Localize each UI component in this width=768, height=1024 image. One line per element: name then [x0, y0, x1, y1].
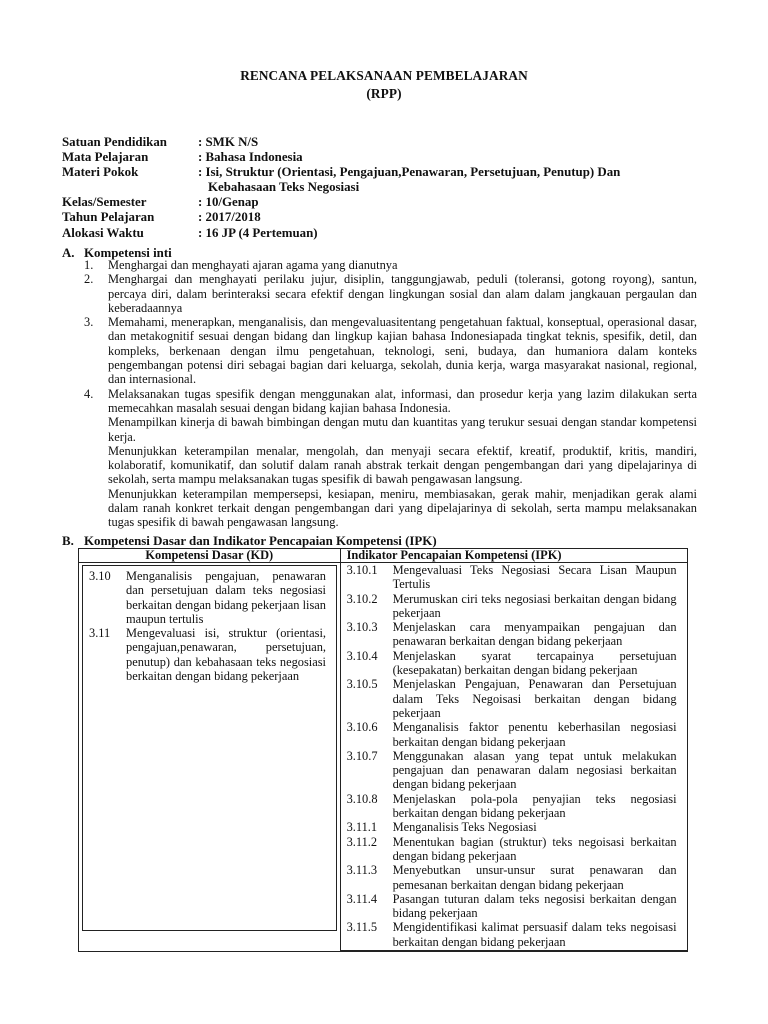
identity-value: : Isi, Struktur (Orientasi, Pengajuan,Penawaran, Persetujuan, Penutup) Dan: [198, 165, 621, 180]
identity-row: [62, 195, 668, 210]
ipk-item: [347, 892, 684, 921]
identity-label: Materi Pokok: [62, 165, 139, 180]
list-item-text: Melaksanakan tugas spesifik dengan menggunakan alat, informasi, dan prosedur kerja yang lazim dilakukan serta memecahkan masalah sesuai dengan bidang kajian bahasa Indonesia.: [108, 386, 697, 415]
document-title: RENCANA PELAKSANAAN PEMBELAJARAN: [240, 68, 528, 83]
list-item-text: Menghargai dan menghayati ajaran agama yang dianutnya: [108, 258, 398, 272]
identity-block: [62, 135, 668, 241]
identity-value-continuation: Kebahasaan Teks Negosiasi: [208, 180, 360, 195]
identity-value: : SMK N/S: [198, 135, 259, 149]
ipk-text: Pasangan tuturan dalam teks negosisi berkaitan dengan bidang pekerjaan: [392, 891, 677, 921]
identity-label: Satuan Pendidikan: [62, 135, 167, 149]
identity-value: : 10/Genap: [198, 195, 259, 210]
ipk-item: [347, 649, 684, 678]
ipk-list: [341, 563, 687, 951]
paragraph: Menunjukkan keterampilan menalar, mengolah, dan menyaji secara efektif, kreatif, produktif, kritis, mandiri, kolaboratif, komunikatif, dan solutif dalam ranah abstrak terkait dengan pengembangan dari yang dipelajarinya di sekolah, serta mampu melaksanakan tugas spesifik di bawah pengawasan langsung.: [108, 443, 697, 487]
ipk-number: 3.11.5: [346, 920, 378, 935]
ipk-item: [347, 592, 684, 621]
ipk-item: [347, 563, 684, 592]
ipk-item: [347, 792, 684, 821]
ipk-number: 3.11.4: [346, 891, 378, 906]
ipk-number: 3.11.3: [346, 863, 378, 878]
ipk-text: Menjelaskan syarat tercapainya persetujuan (kesepakatan) berkaitan dengan bidang pekerjaan: [392, 648, 677, 678]
list-item: [84, 315, 697, 386]
identity-row: [62, 135, 668, 150]
identity-value-block: [198, 165, 668, 195]
identity-label: Kelas/Semester: [62, 195, 147, 210]
ipk-number: 3.10.7: [346, 748, 378, 763]
ipk-cell: [340, 563, 687, 952]
ipk-text: Menyebutkan unsur-unsur surat penawaran dan pemesanan berkaitan dengan bidang pekerjaan: [392, 863, 677, 892]
list-item-number: 4.: [84, 386, 94, 401]
kd-cell: [79, 563, 341, 952]
ipk-text: Mengidentifikasi kalimat persuasif dalam teks negoisasi berkaitan dengan bidang pekerjaan: [392, 920, 677, 949]
identity-label: Alokasi Waktu: [62, 225, 144, 240]
identity-row: [62, 150, 668, 165]
kd-text: Mengevaluasi isi, struktur (orientasi, pengajuan,penawaran, persetujuan, penutup) dan kebahasaan teks negosiasi berkaitan dengan bidang pekerjaan: [126, 626, 326, 684]
ipk-text: Merumuskan ciri teks negosiasi berkaitan dengan bidang pekerjaan: [392, 591, 677, 620]
ipk-item: [347, 620, 684, 649]
kd-ipk-table: [78, 548, 688, 952]
ipk-number: 3.10.6: [346, 720, 378, 735]
ipk-item: [347, 749, 684, 792]
kompetensi-inti-list: [84, 258, 697, 530]
section-letter: B.: [62, 534, 74, 548]
ipk-number: 3.10.8: [346, 791, 378, 806]
kd-text: Menganalisis pengajuan, penawaran dan persetujuan dalam teks negosiasi berkaitan dengan bidang pekerjaan lisan maupun tertulis: [126, 569, 326, 626]
list-item-number: 1.: [84, 258, 94, 272]
ipk-text: Menjelaskan Pengajuan, Penawaran dan Persetujuan dalam Teks Negoisasi berkaitan dengan bidang pekerjaan: [392, 677, 677, 720]
kd-number: 3.10: [89, 569, 111, 583]
list-item-number: 3.: [84, 315, 94, 330]
ipk-item: [347, 835, 684, 864]
ipk-number: 3.10.5: [346, 677, 378, 692]
ipk-item: [347, 920, 684, 949]
ipk-number: 3.11.1: [346, 820, 378, 835]
ipk-text: Menentukan bagian (struktur) teks negoisasi berkaitan dengan bidang pekerjaan: [392, 834, 677, 863]
document-subtitle: (RPP): [366, 86, 402, 101]
ipk-item: [347, 677, 684, 720]
section-title: Kompetensi inti: [84, 246, 172, 260]
kd-item: [89, 626, 330, 683]
ipk-item: [347, 820, 684, 834]
ipk-number: 3.11.2: [346, 834, 378, 849]
ipk-text: Menganalisis faktor penentu keberhasilan negosiasi berkaitan dengan bidang pekerjaan: [392, 720, 677, 749]
ipk-item: [347, 863, 684, 892]
kd-box: [82, 565, 337, 931]
list-item: [84, 387, 697, 416]
identity-row: [62, 226, 668, 241]
list-item-number: 2.: [84, 272, 94, 287]
inner-divider: [341, 950, 687, 951]
identity-value: : 16 JP (4 Pertemuan): [198, 225, 318, 240]
identity-value: : 2017/2018: [198, 210, 261, 225]
column-header-ipk: Indikator Pencapaian Kompetensi (IPK): [340, 549, 687, 563]
identity-value: : Bahasa Indonesia: [198, 150, 303, 165]
table-header-row: [79, 549, 688, 563]
paragraph: Menampilkan kinerja di bawah bimbingan dengan mutu dan kuantitas yang terukur sesuai dengan standar kompetensi kerja.: [108, 415, 697, 444]
column-header-kd: Kompetensi Dasar (KD): [79, 549, 341, 563]
section-title: Kompetensi Dasar dan Indikator Pencapaian Kompetensi (IPK): [84, 534, 437, 548]
list-item: [84, 258, 697, 272]
ipk-text: Menjelaskan cara menyampaikan pengajuan dan penawaran berkaitan dengan bidang pekerjaan: [392, 620, 677, 649]
ipk-item: [347, 720, 684, 749]
identity-label: Mata Pelajaran: [62, 150, 149, 165]
ipk-number: 3.10.2: [346, 591, 378, 606]
ipk-number: 3.10.4: [346, 648, 378, 663]
identity-label: Tahun Pelajaran: [62, 210, 155, 225]
ipk-text: Menjelaskan pola-pola penyajian teks negosiasi berkaitan dengan bidang pekerjaan: [392, 791, 677, 821]
kd-item: [89, 569, 330, 626]
list-item-text: Menghargai dan menghayati perilaku jujur, disiplin, tanggungjawab, peduli (toleransi, gotong royong), santun, percaya diri, dalam berinteraksi secara efektif dengan lingkungan sosial dan alam dalam jangkauan pergaulan dan keberadaannya: [108, 272, 697, 315]
list-item-text: Memahami, menerapkan, menganalisis, dan mengevaluasitentang pengetahuan faktual, konseptual, operasional dasar, dan metakognitif sesuai dengan bidang dan lingkup kajian bahasa Indonesiapada tingkat teknis, spesifik, detil, dan kompleks, berkenaan dengan ilmu pengetahuan, teknologi, seni, budaya, dan humaniora dalam konteks pengembangan potensi diri sebagai bagian dari keluarga, sekolah, dunia kerja, warga masyarakat nasional, regional, dan internasional.: [108, 315, 697, 387]
identity-row: [62, 210, 668, 225]
identity-row: [62, 165, 668, 195]
table-row: [79, 563, 688, 952]
ipk-number: 3.10.1: [346, 563, 378, 577]
ipk-text: Mengevaluasi Teks Negosiasi Secara Lisan Maupun Tertulis: [392, 563, 677, 592]
paragraph: Menunjukkan keterampilan mempersepsi, kesiapan, meniru, membiasakan, gerak mahir, menjadikan gerak alami dalam ranah konkret terkait dengan pengembangan dari yang dipelajarinya di sekolah, serta mampu melaksanakan tugas spesifik di bawah pengawasan langsung.: [108, 486, 697, 530]
kd-number: 3.11: [89, 626, 111, 641]
ipk-text: Menggunakan alasan yang tepat untuk melakukan pengajuan dan penawaran dalam negosiasi berkaitan dengan bidang pekerjaan: [392, 748, 677, 792]
ipk-text: Menganalisis Teks Negosiasi: [392, 820, 537, 835]
section-letter: A.: [62, 246, 75, 260]
ipk-number: 3.10.3: [346, 620, 378, 635]
list-item: [84, 272, 697, 315]
section-b-heading: [62, 534, 437, 549]
